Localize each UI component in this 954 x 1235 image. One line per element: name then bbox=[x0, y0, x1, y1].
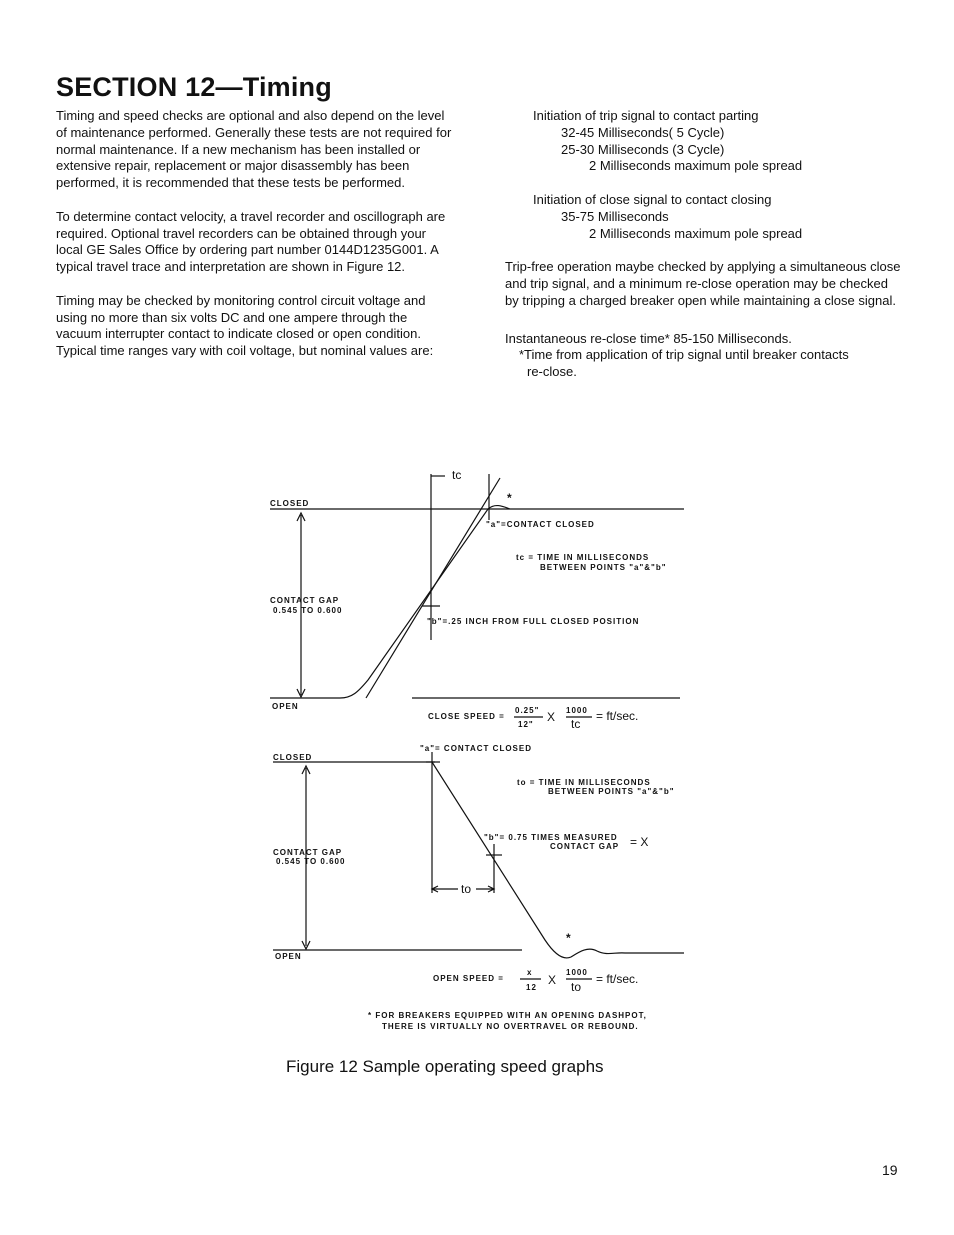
open-graph-open-label: OPEN bbox=[275, 952, 302, 961]
open-graph-a-label: "a"= CONTACT CLOSED bbox=[420, 744, 532, 753]
reclose-note-line-2: re-close. bbox=[527, 364, 577, 380]
open-speed-numerator-2: 1000 bbox=[566, 968, 588, 977]
close-heading: Initiation of close signal to contact closing bbox=[533, 191, 772, 207]
trip-pole-spread: 2 Milliseconds maximum pole spread bbox=[589, 158, 803, 174]
open-speed-label: OPEN SPEED = bbox=[433, 974, 504, 983]
open-graph-b-label: "b"= 0.75 TIMES MEASURED bbox=[484, 833, 618, 842]
trip-value-1: 32-45 Milliseconds( 5 Cycle) bbox=[561, 124, 725, 140]
figure-footnote-line-2: THERE IS VIRTUALLY NO OVERTRAVEL OR REBOUND. bbox=[382, 1022, 639, 1031]
open-graph-to-label: to bbox=[461, 882, 472, 896]
open-graph-b-equals: = X bbox=[630, 835, 649, 849]
intro-paragraph: Timing and speed checks are optional and also depend on the level of maintenance performed. Generally these tests are not required for normal maintenance. If a new mechanism has been installed or extensive repair, replacement or major disassembly has been performed, it is recommended that these tests be performed. bbox=[56, 108, 452, 191]
open-speed-multiply: X bbox=[548, 973, 557, 987]
figure-caption: Figure 12 Sample operating speed graphs bbox=[286, 1057, 604, 1076]
section-title: SECTION 12—Timing bbox=[56, 72, 332, 102]
open-graph-b-label-2: CONTACT GAP bbox=[550, 842, 620, 851]
velocity-paragraph: To determine contact velocity, a travel recorder and oscillograph are required. Optional travel recorders can be obtained through your local GE Sales Office by ordering part number 0144D1235G001. A typical travel trace and interpretation are shown in Figure 12. bbox=[56, 208, 446, 275]
timing-paragraph: Timing may be checked by monitoring control circuit voltage and using no more than six volts DC and one ampere through the vacuum interrupter contact to indicate closed or open condition. Typical time ranges vary with coil voltage, but nominal values are: bbox=[56, 292, 434, 359]
open-graph-closed-label: CLOSED bbox=[273, 753, 313, 762]
reclose-note-line-1: *Time from application of trip signal until breaker contacts bbox=[519, 347, 849, 363]
open-speed-numerator-1: x bbox=[527, 968, 533, 977]
open-speed-denominator-1: 12 bbox=[526, 983, 537, 992]
open-graph-gap-range: 0.545 TO 0.600 bbox=[276, 857, 346, 866]
close-graph-star: * bbox=[507, 491, 512, 505]
close-graph-open-label: OPEN bbox=[272, 702, 299, 711]
close-graph-tc-definition-1: tc = TIME IN MILLISECONDS bbox=[516, 553, 650, 562]
figure-footnote-line-1: * FOR BREAKERS EQUIPPED WITH AN OPENING DASHPOT, bbox=[368, 1011, 647, 1020]
close-graph-gap-label: CONTACT GAP bbox=[270, 596, 340, 605]
close-speed-numerator-1: 0.25" bbox=[515, 706, 540, 715]
close-graph-b-label: "b"=.25 INCH FROM FULL CLOSED POSITION bbox=[427, 617, 640, 626]
trip-heading: Initiation of trip signal to contact parting bbox=[533, 108, 759, 123]
close-value-1: 35-75 Milliseconds bbox=[561, 208, 669, 224]
close-graph-tc-definition-2: BETWEEN POINTS "a"&"b" bbox=[540, 563, 667, 572]
open-graph-star: * bbox=[566, 931, 571, 945]
page-number: 19 bbox=[882, 1162, 898, 1178]
open-graph-gap-label: CONTACT GAP bbox=[273, 848, 343, 857]
close-graph-gap-range: 0.545 TO 0.600 bbox=[273, 606, 343, 615]
close-speed-result: = ft/sec. bbox=[596, 709, 639, 723]
trip-value-2: 25-30 Milliseconds (3 Cycle) bbox=[561, 141, 725, 157]
close-speed-label: CLOSE SPEED = bbox=[428, 712, 505, 721]
close-tangent-line bbox=[366, 478, 500, 698]
close-graph-tc-label: tc bbox=[452, 468, 462, 482]
close-speed-multiply: X bbox=[547, 710, 556, 724]
close-graph-closed-label: CLOSED bbox=[270, 499, 310, 508]
trip-free-paragraph: Trip-free operation maybe checked by applying a simultaneous close and trip signal, and a minimum re-close operation may be checked by tripping a charged breaker open while maintaining a close signal. bbox=[505, 259, 901, 308]
open-graph-to-definition-2: BETWEEN POINTS "a"&"b" bbox=[548, 787, 675, 796]
open-speed-result: = ft/sec. bbox=[596, 972, 639, 986]
open-speed-denominator-2: to bbox=[571, 980, 582, 994]
close-pole-spread: 2 Milliseconds maximum pole spread bbox=[589, 225, 803, 241]
close-speed-denominator-1: 12" bbox=[518, 720, 534, 729]
close-speed-numerator-2: 1000 bbox=[566, 706, 588, 715]
open-graph-to-definition-1: to = TIME IN MILLISECONDS bbox=[517, 778, 651, 787]
close-speed-denominator-2: tc bbox=[571, 717, 581, 731]
close-graph-a-label: "a"=CONTACT CLOSED bbox=[486, 520, 595, 529]
reclose-line: Instantaneous re-close time* 85-150 Milliseconds. bbox=[505, 330, 792, 346]
